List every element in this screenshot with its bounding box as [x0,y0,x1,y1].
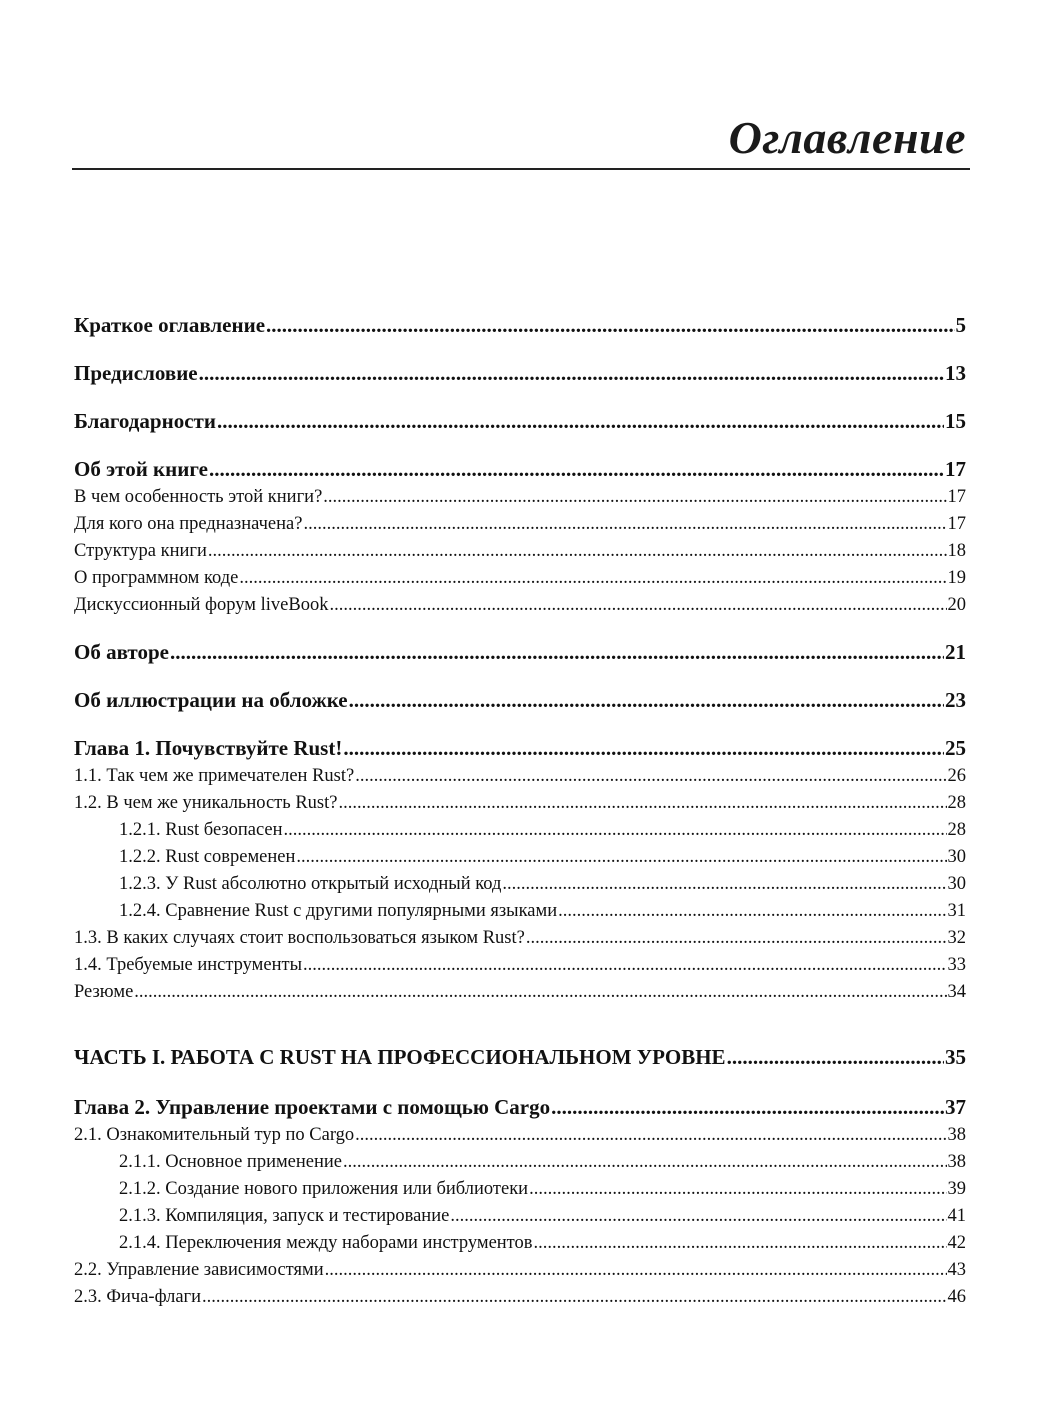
toc-entry-title: 2.3. Фича-флаги [74,1287,202,1307]
toc-entry-title: Структура книги [74,541,207,561]
toc-entry-page: 43 [947,1260,966,1280]
toc-entry[interactable] [74,925,966,952]
leader-dots [202,1284,946,1311]
toc-entry-title: Глава 1. Почувствуйте Rust! [74,736,343,760]
toc-entry-page: 5 [955,313,966,337]
toc-entry[interactable] [74,979,966,1006]
toc-entry-part-1[interactable] [74,1042,966,1072]
toc-entry-page: 34 [947,982,966,1002]
toc-entry-page: 31 [947,901,966,921]
toc-entry[interactable] [74,1257,966,1284]
toc-entry-title: В чем особенность этой книги? [74,487,323,507]
toc-entry-page: 38 [947,1125,966,1145]
toc-entry-page: 17 [947,487,966,507]
toc-entry-title: 2.1.4. Переключения между наборами инструментов [119,1233,533,1253]
toc-entry-page: 25 [945,736,966,760]
toc-entry-title: Резюме [74,982,134,1002]
leader-dots [199,358,944,388]
toc-entry[interactable] [74,1122,966,1149]
toc-entry-title: Дискуссионный форум liveBook [74,595,329,615]
toc-entry-title: 2.1. Ознакомительный тур по Cargo [74,1125,355,1145]
leader-dots [534,1230,947,1257]
toc-entry-title: 2.1.1. Основное применение [119,1152,343,1172]
toc-entry[interactable] [74,790,966,817]
toc-entry-title: Благодарности [74,409,216,433]
toc-entry[interactable] [74,565,966,592]
toc-entry-page: 20 [947,595,966,615]
toc-entry-page: 30 [947,874,966,894]
toc-entry-page: 21 [945,640,966,664]
toc-entry-page: 23 [945,688,966,712]
toc-entry-title: 1.4. Требуемые инструменты [74,955,302,975]
toc-entry-title: 1.2.4. Сравнение Rust с другими популярными языками [119,901,558,921]
toc-entry[interactable] [74,763,966,790]
toc-entry[interactable] [74,1149,966,1176]
toc-entry-page: 26 [947,766,966,786]
leader-dots [208,538,947,565]
leader-dots [170,637,944,667]
leader-dots [529,1176,946,1203]
toc-entry-title: Глава 2. Управление проектами с помощью Cargo [74,1095,551,1119]
toc-entry-title: Об иллюстрации на обложке [74,688,348,712]
toc-entry-title: 1.2.2. Rust современен [119,847,296,867]
toc-entry[interactable] [74,871,966,898]
toc-entry[interactable] [74,952,966,979]
toc-entry-title: 1.3. В каких случаях стоит воспользоваться языком Rust? [74,928,525,948]
toc-entry[interactable] [74,844,966,871]
toc-entry-page: 15 [945,409,966,433]
leader-dots [325,1257,947,1284]
toc-entry-title: 1.2. В чем же уникальность Rust? [74,793,338,813]
toc-entry-title: Краткое оглавление [74,313,266,337]
toc-entry-page: 17 [947,514,966,534]
toc-entry-preface[interactable] [74,358,966,388]
leader-dots [284,817,947,844]
toc-entry-page: 39 [947,1179,966,1199]
leader-dots [266,310,954,340]
toc-entry-title: 2.1.3. Компиляция, запуск и тестирование [119,1206,450,1226]
toc-entry-page: 28 [947,820,966,840]
toc-entry[interactable] [74,1284,966,1311]
toc-entry-page: 19 [947,568,966,588]
toc-entry[interactable] [74,538,966,565]
leader-dots [355,763,946,790]
toc-entry[interactable] [74,898,966,925]
leader-dots [296,844,946,871]
leader-dots [727,1042,944,1072]
toc-entry-page: 41 [947,1206,966,1226]
leader-dots [343,1149,946,1176]
leader-dots [323,484,946,511]
toc-entry[interactable] [74,511,966,538]
leader-dots [239,565,946,592]
leader-dots [526,925,947,952]
toc-entry-title: Об этой книге [74,457,208,481]
leader-dots [338,790,946,817]
toc-entry[interactable] [74,817,966,844]
toc-entry[interactable] [74,1230,966,1257]
leader-dots [355,1122,946,1149]
toc-entry-title: 2.1.2. Создание нового приложения или библиотеки [119,1179,529,1199]
toc-entry-page: 18 [947,541,966,561]
leader-dots [450,1203,946,1230]
leader-dots [558,898,946,925]
leader-dots [329,592,946,619]
toc-entry-page: 17 [945,457,966,481]
leader-dots [209,454,944,484]
leader-dots [551,1092,944,1122]
leader-dots [217,406,944,436]
toc-entry-page: 46 [947,1287,966,1307]
leader-dots [502,871,946,898]
leader-dots [303,952,947,979]
toc-entry-chapter-2[interactable] [74,1092,966,1122]
toc-entry-title: 1.1. Так чем же примечателен Rust? [74,766,355,786]
toc-entry[interactable] [74,484,966,511]
title-rule [72,168,970,170]
toc-entry[interactable] [74,1176,966,1203]
leader-dots [343,733,944,763]
toc-entry-page: 37 [945,1095,966,1119]
toc-entry-title: Предисловие [74,361,198,385]
toc-entry-title: 1.2.3. У Rust абсолютно открытый исходный код [119,874,502,894]
toc-entry-chapter-1[interactable] [74,733,966,763]
toc-entry-about-author[interactable] [74,637,966,667]
toc-entry-short-contents[interactable] [74,310,966,340]
toc-entry-page: 42 [947,1233,966,1253]
leader-dots [303,511,946,538]
table-of-contents [74,310,966,1311]
toc-entry-page: 33 [947,955,966,975]
leader-dots [134,979,946,1006]
toc-entry-page: 32 [947,928,966,948]
toc-entry-title: 2.2. Управление зависимостями [74,1260,324,1280]
toc-entry-page: 30 [947,847,966,867]
toc-entry-page: 13 [945,361,966,385]
toc-entry-title: Об авторе [74,640,169,664]
toc-entry-title: ЧАСТЬ I. РАБОТА С RUST НА ПРОФЕССИОНАЛЬНОМ УРОВНЕ [74,1045,726,1069]
toc-entry-title: О программном коде [74,568,239,588]
toc-entry-about-book[interactable] [74,454,966,484]
toc-entry-page: 35 [945,1045,966,1069]
toc-entry-title: Для кого она предназначена? [74,514,303,534]
page-title: Оглавление [728,112,966,163]
leader-dots [349,685,944,715]
toc-entry-page: 28 [947,793,966,813]
toc-entry[interactable] [74,1203,966,1230]
toc-entry-about-cover[interactable] [74,685,966,715]
toc-entry-title: 1.2.1. Rust безопасен [119,820,283,840]
toc-entry[interactable] [74,592,966,619]
toc-entry-acknowledgements[interactable] [74,406,966,436]
toc-entry-page: 38 [947,1152,966,1172]
